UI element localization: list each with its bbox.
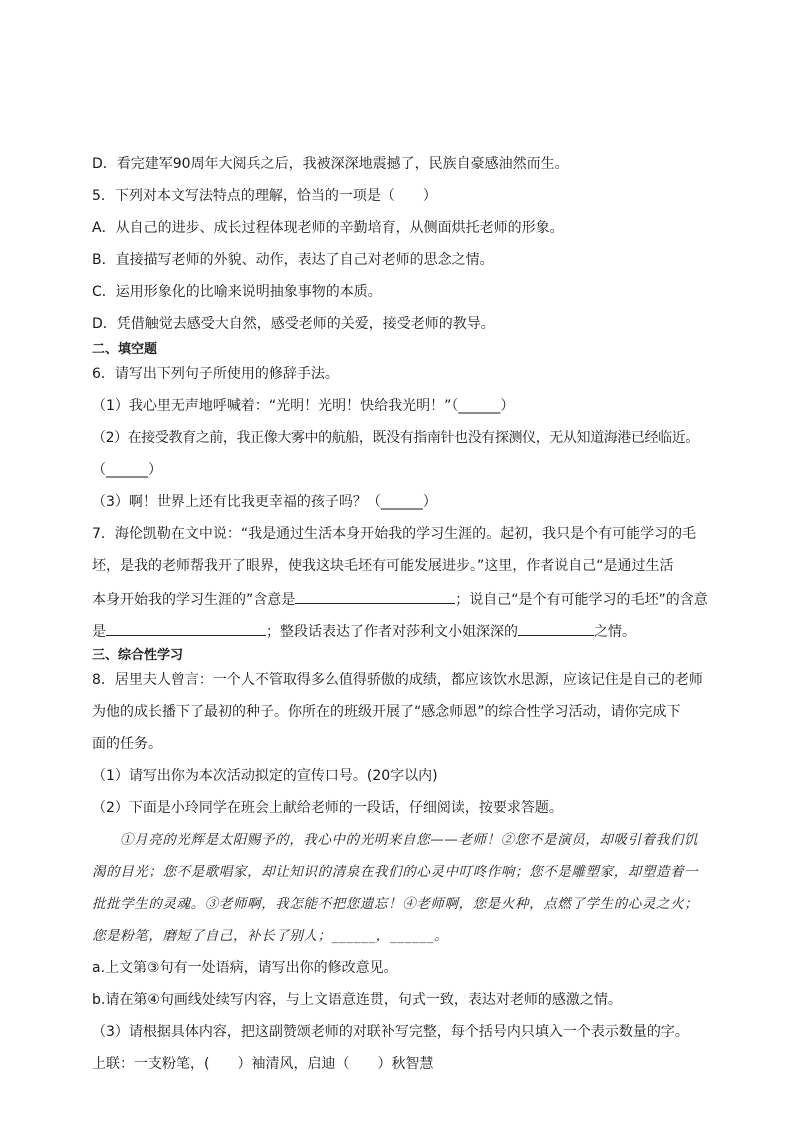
question-8-task-2: （2）下面是小玲同学在班会上献给老师的一段话，仔细阅读，按要求答题。 bbox=[92, 800, 563, 816]
answer-blank bbox=[106, 620, 266, 636]
question-7-text-d: ；整段话表达了作者对莎利文小姐深深的 bbox=[266, 624, 518, 640]
passage-line-4: 您是粉笔，磨短了自己，补长了别人；______，______。 bbox=[92, 928, 449, 944]
passage-line-3: 批批学生的灵魂。③老师啊，我怎能不把您遗忘！④老师啊，您是火种，点燃了学生的心灵之火； bbox=[92, 896, 699, 912]
question-7-line-3 bbox=[92, 588, 712, 610]
passage-line-1: ①月亮的光辉是太阳赐予的，我心中的光明来自您——老师！②您不是演员，却吸引着我们饥 bbox=[120, 832, 699, 848]
question-7-line-2: 坯，是我的老师帮我开了眼界，使我这块毛坯有可能发展进步。”这里，作者说自己“是通过生活 bbox=[92, 558, 674, 574]
question-7-text-c: 是 bbox=[92, 624, 106, 640]
question-8-line-1: 8．居里夫人曾言：一个人不管取得多么值得骄傲的成绩，都应该饮水思源，应该记住是自己的老师 bbox=[92, 672, 703, 688]
option-b-q5: B．直接描写老师的外貌、动作，表达了自己对老师的思念之情。 bbox=[92, 252, 494, 268]
option-d-q4: D．看完建军90周年大阅兵之后，我被深深地震撼了，民族自豪感油然而生。 bbox=[92, 156, 569, 172]
passage-line-2: 渴的目光；您不是歌唱家，却让知识的清泉在我们的心灵中叮咚作响；您不是雕塑家，却塑造着一 bbox=[92, 864, 699, 880]
answer-blank bbox=[295, 588, 455, 604]
question-6-item-1: （1）我心里无声地呼喊着：“光明！光明！快给我光明！”（______） bbox=[92, 398, 515, 414]
option-a-q5: A．从自己的进步、成长过程体现老师的辛勤培育，从侧面烘托老师的形象。 bbox=[92, 220, 564, 236]
question-8-line-2: 为他的成长播下了最初的种子。你所在的班级开展了“感念师恩”的综合性学习活动，请你完成下 bbox=[92, 704, 681, 720]
section-heading-comprehensive: 三、综合性学习 bbox=[92, 648, 184, 663]
question-8-sub-a: a.上文第③句有一处语病，请写出你的修改意见。 bbox=[92, 960, 398, 976]
question-8-line-3: 面的任务。 bbox=[92, 736, 162, 752]
question-7-line-4 bbox=[92, 620, 712, 642]
question-6-item-3: （3）啊！世界上还有比我更幸福的孩子吗？（______） bbox=[92, 494, 437, 510]
section-heading-fill-blank: 二、填空题 bbox=[92, 342, 158, 357]
question-7-text-b: ；说自己“是个有可能学习的毛坯”的含意 bbox=[455, 592, 708, 608]
question-8-task-3: （3）请根据具体内容，把这副赞颂老师的对联补写完整，每个括号内只填入一个表示数量的字。 bbox=[92, 1024, 689, 1040]
answer-blank bbox=[518, 620, 594, 636]
question-8-task-1: （1）请写出你为本次活动拟定的宣传口号。(20字以内) bbox=[92, 768, 438, 784]
question-7-line-1: 7．海伦凯勒在文中说：“我是通过生活本身开始我的学习生涯的。起初，我只是个有可能学习的毛 bbox=[92, 526, 697, 542]
question-6-item-2: （2）在接受教育之前，我正像大雾中的航船，既没有指南针也没有探测仪，无从知道海港已经临近。 bbox=[92, 430, 699, 446]
question-6: 6．请写出下列句子所使用的修辞手法。 bbox=[92, 366, 339, 382]
question-6-item-2-blank: （______） bbox=[92, 462, 162, 478]
question-5: 5．下列对本文写法特点的理解，恰当的一项是（ ） bbox=[92, 188, 437, 204]
question-7-text-e: 之情。 bbox=[594, 624, 636, 640]
option-c-q5: C．运用形象化的比喻来说明抽象事物的本质。 bbox=[92, 284, 382, 300]
option-d-q5: D．凭借触觉去感受大自然，感受老师的关爱，接受老师的教导。 bbox=[92, 316, 495, 332]
question-7-text-a: 本身开始我的学习生涯的”含意是 bbox=[92, 592, 296, 608]
question-8-sub-b: b.请在第④句画线处续写内容，与上文语意连贯，句式一致，表达对老师的感激之情。 bbox=[92, 992, 622, 1008]
couplet-upper: 上联：一支粉笔，( ）袖清风，启迪（ ）秋智慧 bbox=[92, 1056, 434, 1072]
